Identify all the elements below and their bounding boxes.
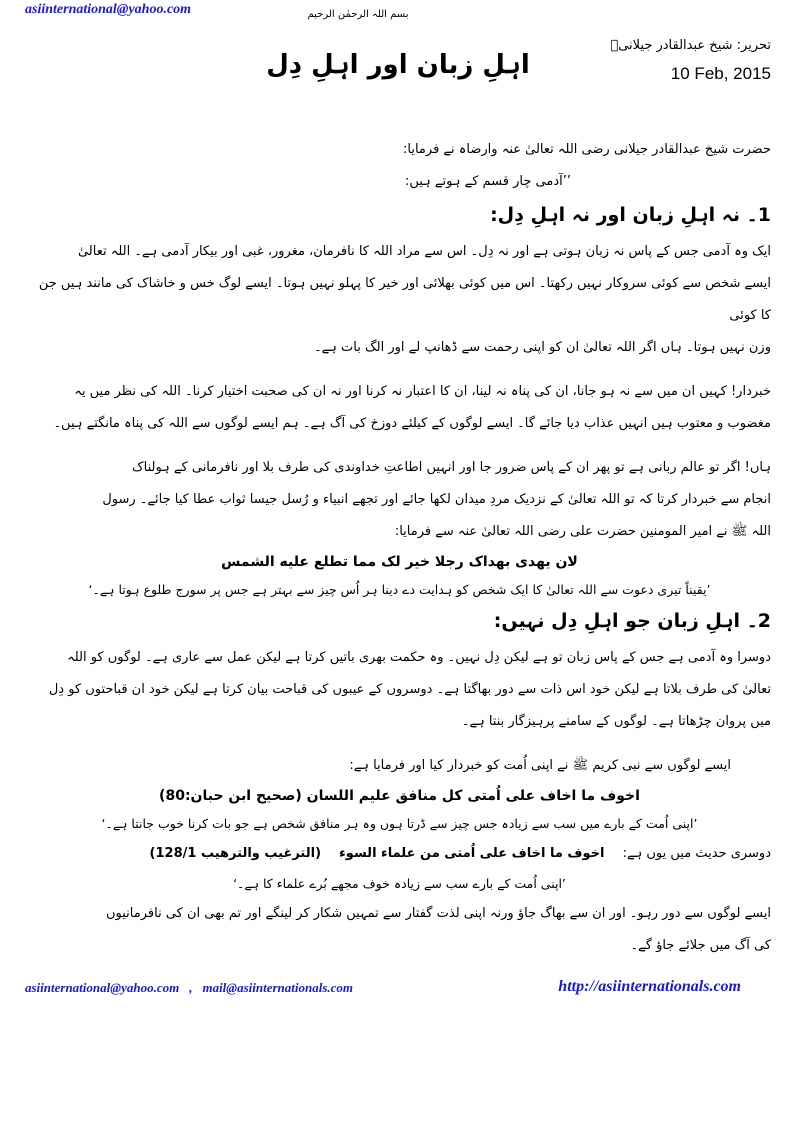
paragraph-line: ہاں! اگر تو عالم ربانی ہے تو پھر ان کے پاس ضرور جا اور انہیں اطاعتِ خداوندی کی طرف بلا اور نافرمانی کے ہولناک xyxy=(131,460,771,475)
paragraph-line: کی آگ میں جلائے جاؤ گے۔ xyxy=(630,938,771,953)
paragraph-line: ایک وہ آدمی جس کے پاس نہ زبان ہوتی ہے اور نہ دِل۔ اس سے مراد اللہ کا نافرمان، مغرور، غبی اور بیکار آدمی ہے۔ اللہ تعالیٰ xyxy=(77,244,771,259)
section-2-paragraph-2: ایسے لوگوں سے نبی کریم ﷺ نے اپنی اُمت کو خبردار کیا اور فرمایا ہے: xyxy=(349,758,731,773)
paragraph-line: دوسرا وہ آدمی ہے جس کے پاس زبان تو ہے لیکن دِل نہیں۔ وہ حکمت بھری باتیں کرتا ہے لیکن عمل سے عاری ہے۔ لوگوں کو اللہ xyxy=(67,650,771,665)
arabic-hadith-1: اخوف ما اخاف علی اُمتی کل منافق علیم اللسان (صحیح ابن حبان:80) xyxy=(159,788,640,804)
intro-line: حضرت شیخ عبدالقادر جیلانی رضی اللہ تعالیٰ عنہ وارضاہ نے فرمایا: xyxy=(403,142,771,157)
footer xyxy=(25,976,771,1016)
paragraph-line: مغضوب و معتوب ہیں انہیں عذاب دیا جائے گا۔ ایسے لوگوں کے کیلئے دوزخ کی آگ ہے۔ ہم ایسے لوگوں سے اللہ کی پناہ مانگتے ہیں۔ xyxy=(53,416,771,431)
paragraph-line: میں پروان چڑھاتا ہے۔ لوگوں کے سامنے پرہیزگار بنتا ہے۔ xyxy=(461,714,771,729)
hadith-2-translation: ’اپنی اُمت کے بارے سب سے زیادہ خوف مجھے بُرے علماء کا ہے۔‘ xyxy=(233,876,566,891)
footer-separator: , xyxy=(189,980,193,995)
page-title: اہلِ زبان اور اہلِ دِل xyxy=(266,50,530,80)
footer-email-mail-link[interactable]: mail@asiinternationals.com xyxy=(202,980,354,995)
arabic-hadith-2: اخوف ما اخاف علی اُمتی من علماء السوء xyxy=(339,846,605,861)
paragraph-line: اللہ ﷺ نے امیر المومنین حضرت علی رضی اللہ تعالیٰ عنہ سے فرمایا: xyxy=(394,524,771,539)
intro-quote-line: ’’آدمی چار قسم کے ہوتے ہیں: xyxy=(404,174,571,189)
section-1-paragraph-2 xyxy=(28,376,771,440)
spacer xyxy=(28,440,771,452)
paragraph-line: ایسے لوگوں سے دور رہو۔ اور ان سے بھاگ جاؤ ورنہ اپنی لذت گفتار سے تمہیں شکار کر لینگے اور تم بھی ان کی نافرمانیوں xyxy=(106,906,771,921)
hadith-2-intro: دوسری حدیث میں یوں ہے: xyxy=(622,846,771,861)
paragraph-line: انجام سے خبردار کرتا کہ تو اللہ تعالیٰ کے نزدیک مردِ میدان لکھا جائے اور تجھے انبیاء و رُسل جیسا ثواب عطا کیا جائے۔ رسول xyxy=(102,492,771,507)
spacer xyxy=(28,738,771,750)
author-byline: تحریر: شیخ عبدالقادر جیلانیؒ xyxy=(610,38,771,53)
section-1-paragraph-1 xyxy=(28,236,771,364)
paragraph-line: ایسے شخص سے کوئی سروکار نہیں رکھتا۔ اس میں کوئی بھلائی اور خیر کا پہلو نہیں ہوتا۔ ایسے لوگ خس و خاشاک کی مانند ہیں جن کا کوئی xyxy=(38,276,771,323)
header-email-link[interactable]: asiinternational@yahoo.com xyxy=(25,2,192,17)
arabic-hadith-quote: لان یھدی بھداک رجلا خیر لک مما تطلع علیه الشمس xyxy=(221,554,578,570)
hadith-1-translation: ’اپنی اُمت کے بارے میں سب سے زیادہ جس چیز سے ڈرتا ہوں وہ ہر منافق شخص ہے جو بات کرنا خوب جانتا ہے۔‘ xyxy=(101,816,698,831)
header-row xyxy=(28,34,771,134)
paragraph-line: وزن نہیں ہوتا۔ ہاں اگر اللہ تعالیٰ ان کو اپنی رحمت سے ڈھانپ لے اور الگ بات ہے۔ xyxy=(314,340,771,355)
top-bar xyxy=(25,0,771,34)
hadith-2-row xyxy=(28,838,771,870)
publish-date: 10 Feb, 2015 xyxy=(670,64,771,83)
footer-website-link[interactable]: http://asiinternationals.com xyxy=(558,978,741,995)
bismillah: بسم اللہ الرحمٰن الرحیم xyxy=(307,9,409,20)
spacer xyxy=(28,364,771,376)
paragraph-line: تعالیٰ کی طرف بلاتا ہے لیکن خود اس ذات سے دور بھاگتا ہے۔ دوسروں کے عیبوں کی قباحت بیان کرتا ہے لیکن خود ان قباحتوں کو دِل xyxy=(48,682,771,697)
section-1-heading: 1۔ نہ اہلِ زبان اور نہ اہلِ دِل: xyxy=(490,204,771,226)
section-2-paragraph-1 xyxy=(28,642,771,738)
hadith-2-reference: (الترغیب والترھیب 128/1) xyxy=(149,846,322,861)
section-2-heading: 2۔ اہلِ زبان جو اہلِ دِل نہیں: xyxy=(493,610,771,632)
section-1-paragraph-3 xyxy=(28,452,771,548)
footer-emails xyxy=(25,980,353,996)
hadith-translation: ’یقیناً تیری دعوت سے اللہ تعالیٰ کا ایک شخص کو ہدایت دے دینا ہر اُس چیز سے بہتر ہے جس پر سورج طلوع ہوتا ہے۔‘ xyxy=(88,582,711,597)
section-2-paragraph-3 xyxy=(28,898,771,962)
footer-email-yahoo-link[interactable]: asiinternational@yahoo.com xyxy=(25,980,180,995)
paragraph-line: خبردار! کہیں ان میں سے نہ ہو جانا، ان کی پناہ نہ لینا، ان کا اعتبار نہ کرنا اور نہ ان کی صحبت اختیار کرنا۔ اللہ کی نظر میں یہ xyxy=(74,384,771,399)
